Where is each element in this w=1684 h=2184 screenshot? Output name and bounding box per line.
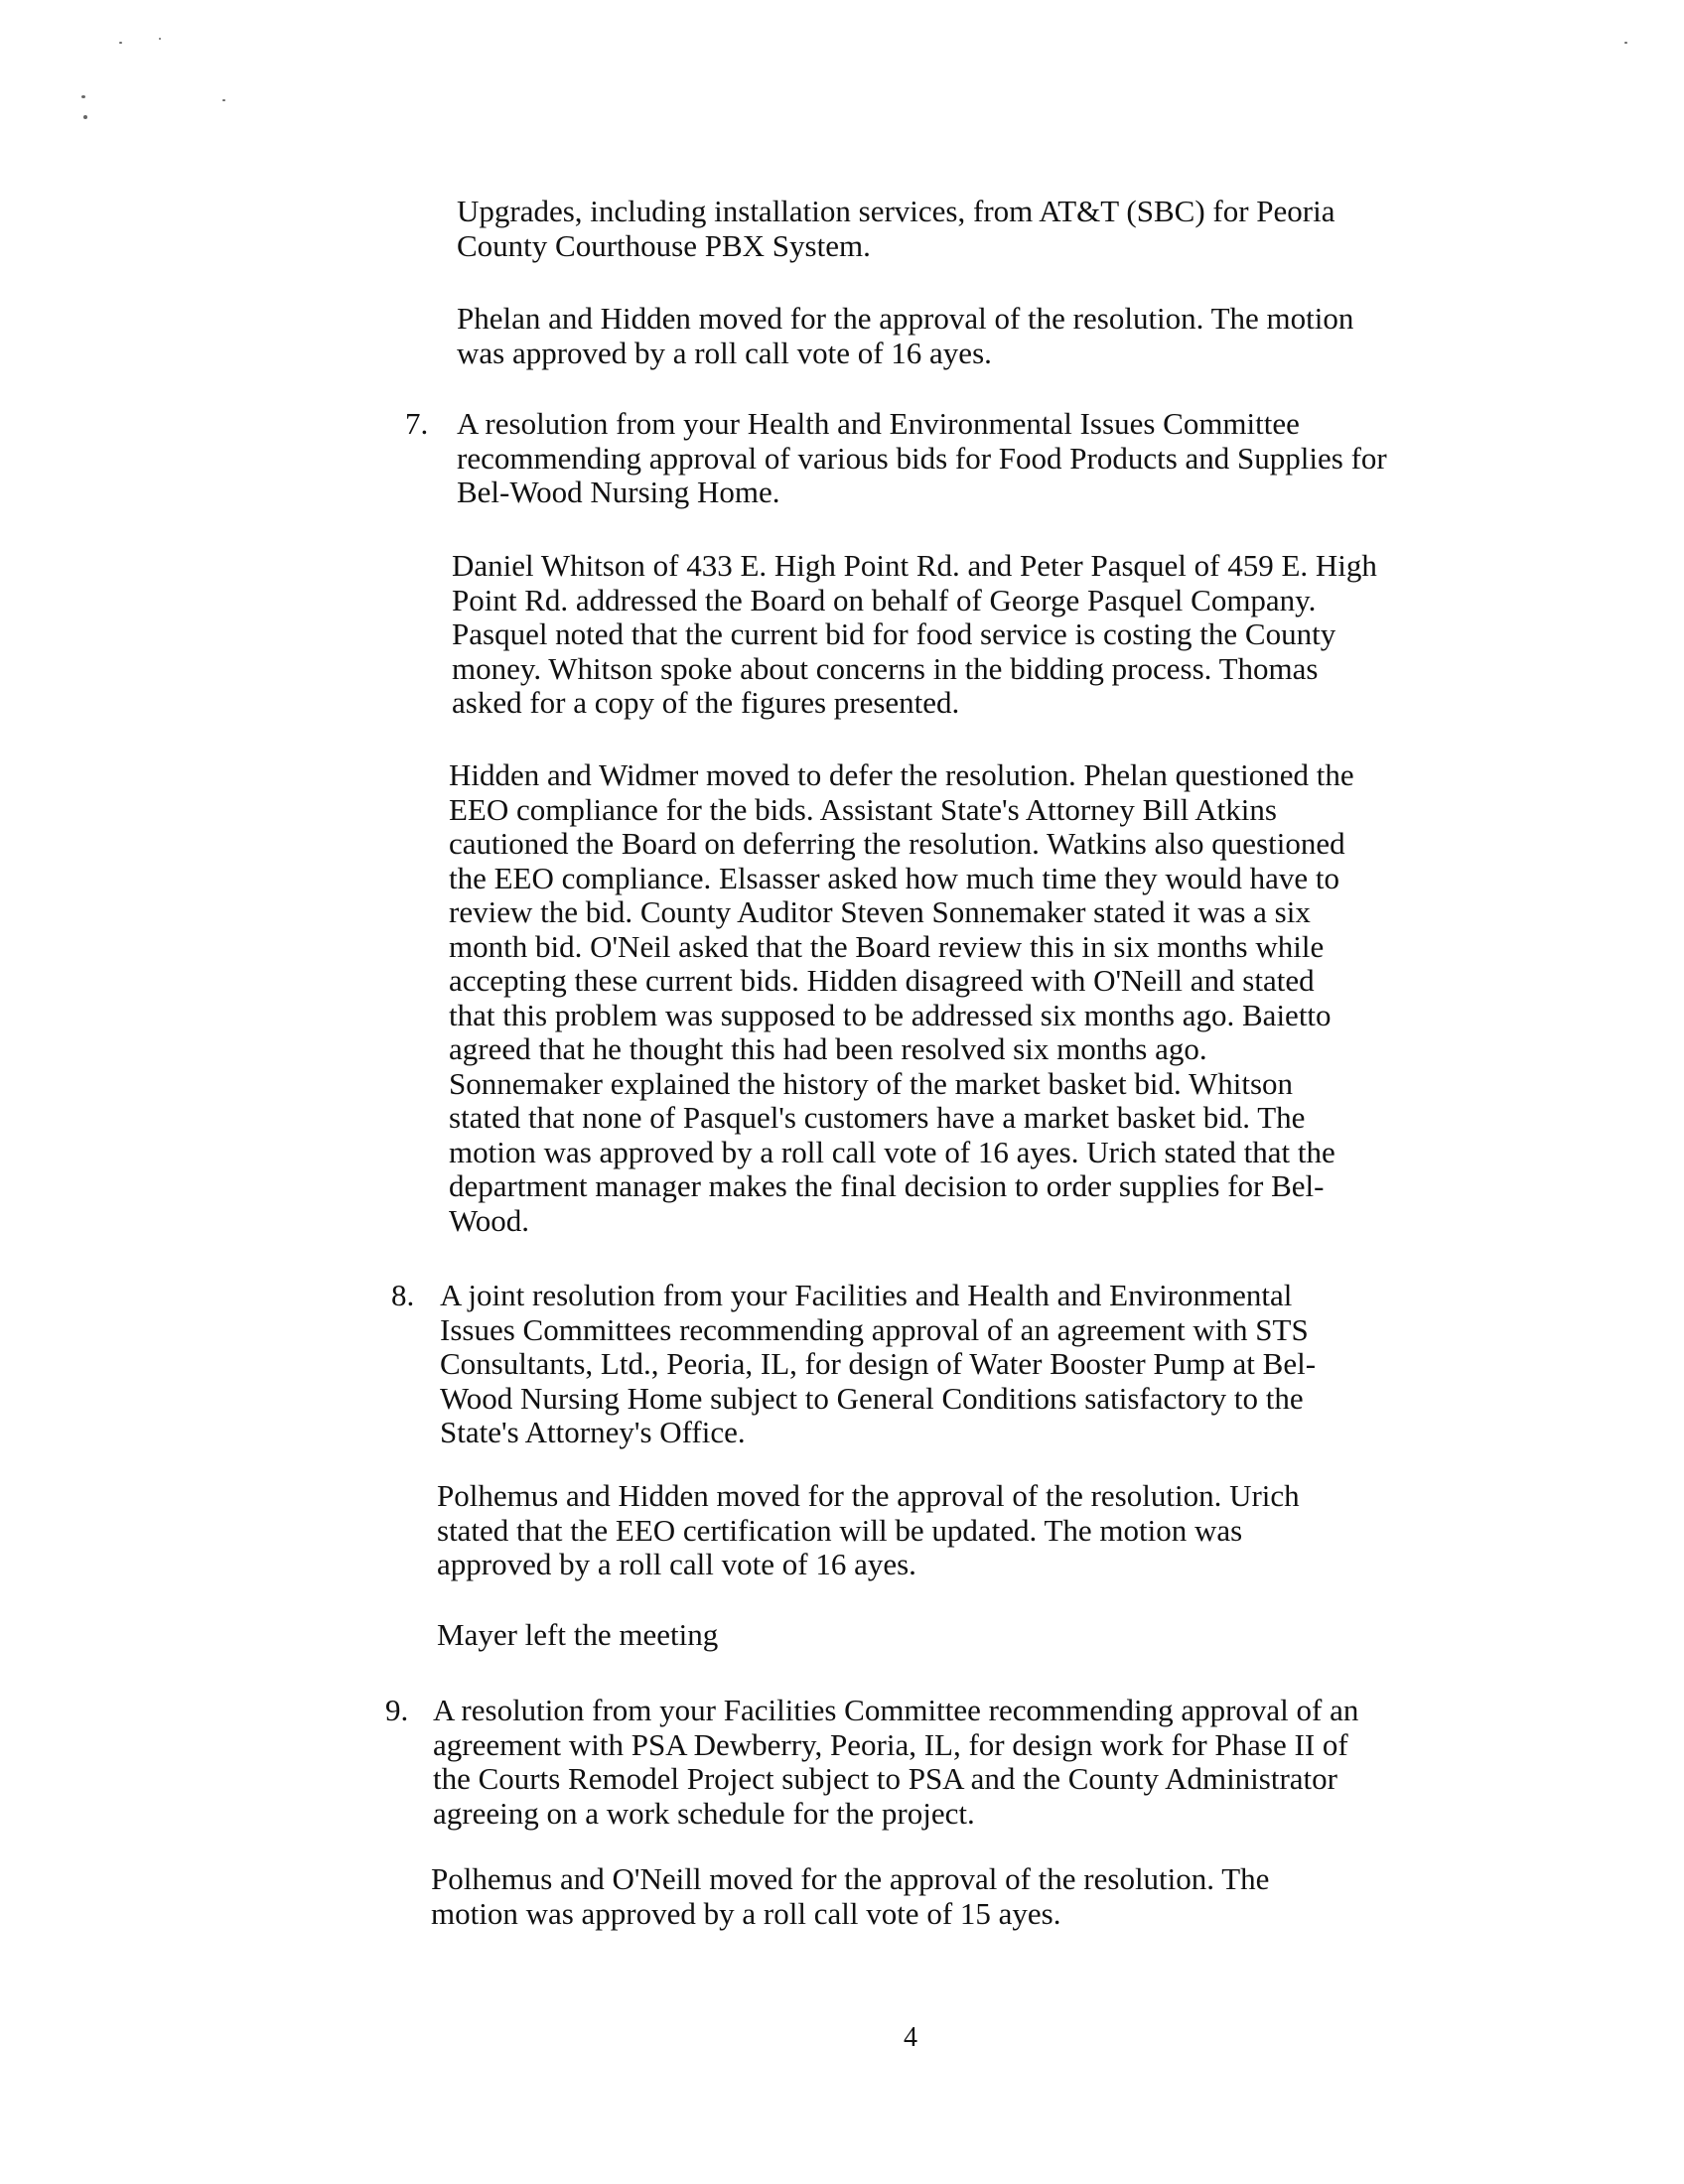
- text-line: cautioned the Board on deferring the resolution. Watkins also questioned: [449, 826, 1345, 861]
- text-line: that this problem was supposed to be addressed six months ago. Baietto: [449, 997, 1332, 1032]
- text-line: Issues Committees recommending approval of an agreement with STS: [440, 1311, 1309, 1347]
- intro-text: [457, 195, 1335, 263]
- item-9-number: 9.: [385, 1693, 409, 1727]
- text-line: was approved by a roll call vote of 16 ayes.: [457, 335, 992, 370]
- scan-speck: [83, 115, 87, 119]
- text-line: money. Whitson spoke about concerns in the bidding process. Thomas: [452, 650, 1319, 686]
- scan-speck: [81, 95, 85, 98]
- scan-speck: [119, 42, 122, 44]
- page-number: 4: [904, 2022, 917, 2053]
- text-line: Wood.: [449, 1202, 530, 1238]
- text-line: stated that none of Pasquel's customers have a market basket bid. The: [449, 1100, 1306, 1135]
- text-line: motion was approved by a roll call vote of 15 ayes.: [431, 1895, 1061, 1931]
- text-line: Polhemus and Hidden moved for the approval of the resolution. Urich: [437, 1478, 1300, 1513]
- text-line: Wood Nursing Home subject to General Conditions satisfactory to the: [440, 1380, 1304, 1416]
- item-8-vote: [437, 1479, 1300, 1582]
- text-line: Upgrades, including installation services, from AT&T (SBC) for Peoria: [457, 194, 1335, 228]
- text-line: the EEO compliance. Elsasser asked how much time they would have to: [449, 860, 1340, 895]
- item-8-resolution: [440, 1279, 1316, 1450]
- text-line: A resolution from your Facilities Committee recommending approval of an: [433, 1693, 1359, 1727]
- text-line: EEO compliance for the bids. Assistant State's Attorney Bill Atkins: [449, 791, 1277, 827]
- text-line: A joint resolution from your Facilities and Health and Environmental: [440, 1278, 1293, 1312]
- text-line: motion was approved by a roll call vote of 16 ayes. Urich stated that the: [449, 1134, 1335, 1169]
- item-8-number: 8.: [391, 1278, 415, 1312]
- text-line: State's Attorney's Office.: [440, 1415, 746, 1449]
- text-line: Daniel Whitson of 433 E. High Point Rd. and Peter Pasquel of 459 E. High: [452, 548, 1377, 583]
- text-line: Sonnemaker explained the history of the market basket bid. Whitson: [449, 1065, 1294, 1101]
- item-8-note: Mayer left the meeting: [437, 1617, 719, 1652]
- text-line: Phelan and Hidden moved for the approval of the resolution. The motion: [457, 301, 1354, 336]
- text-line: asked for a copy of the figures presented.: [452, 685, 960, 720]
- text-line: Bel-Wood Nursing Home.: [457, 475, 780, 509]
- scan-speck: [222, 99, 225, 101]
- item-9-vote: [431, 1862, 1269, 1931]
- text-line: agreeing on a work schedule for the project.: [433, 1795, 975, 1831]
- text-line: agreement with PSA Dewberry, Peoria, IL, for design work for Phase II of: [433, 1726, 1348, 1762]
- text-line: review the bid. County Auditor Steven Sonnemaker stated it was a six: [449, 894, 1311, 929]
- text-line: Polhemus and O'Neill moved for the approval of the resolution. The: [431, 1861, 1270, 1896]
- text-line: the Courts Remodel Project subject to PSA and the County Administrator: [433, 1761, 1337, 1796]
- text-line: month bid. O'Neil asked that the Board review this in six months while: [449, 928, 1325, 964]
- text-line: accepting these current bids. Hidden disagreed with O'Neill and stated: [449, 963, 1315, 998]
- scan-speck: [159, 38, 161, 40]
- item-7-number: 7.: [405, 406, 429, 441]
- text-line: Hidden and Widmer moved to defer the resolution. Phelan questioned the: [449, 757, 1354, 792]
- scan-speck: [1624, 42, 1627, 44]
- text-line: County Courthouse PBX System.: [457, 227, 871, 263]
- item-9-resolution: [433, 1694, 1358, 1831]
- item-7-discussion: [452, 549, 1377, 721]
- text-line: recommending approval of various bids for Food Products and Supplies for: [457, 440, 1387, 476]
- item-7-vote: [449, 758, 1354, 1238]
- intro-vote: [457, 302, 1353, 370]
- text-line: department manager makes the final decision to order supplies for Bel-: [449, 1168, 1325, 1203]
- text-line: stated that the EEO certification will be updated. The motion was: [437, 1512, 1243, 1548]
- text-line: A resolution from your Health and Environmental Issues Committee: [457, 406, 1300, 441]
- text-line: agreed that he thought this had been resolved six months ago.: [449, 1031, 1207, 1066]
- text-line: Pasquel noted that the current bid for food service is costing the County: [452, 616, 1336, 651]
- text-line: approved by a roll call vote of 16 ayes.: [437, 1547, 916, 1581]
- item-7-resolution: [457, 407, 1387, 510]
- text-line: Consultants, Ltd., Peoria, IL, for design of Water Booster Pump at Bel-: [440, 1346, 1317, 1381]
- text-line: Point Rd. addressed the Board on behalf of George Pasquel Company.: [452, 582, 1317, 617]
